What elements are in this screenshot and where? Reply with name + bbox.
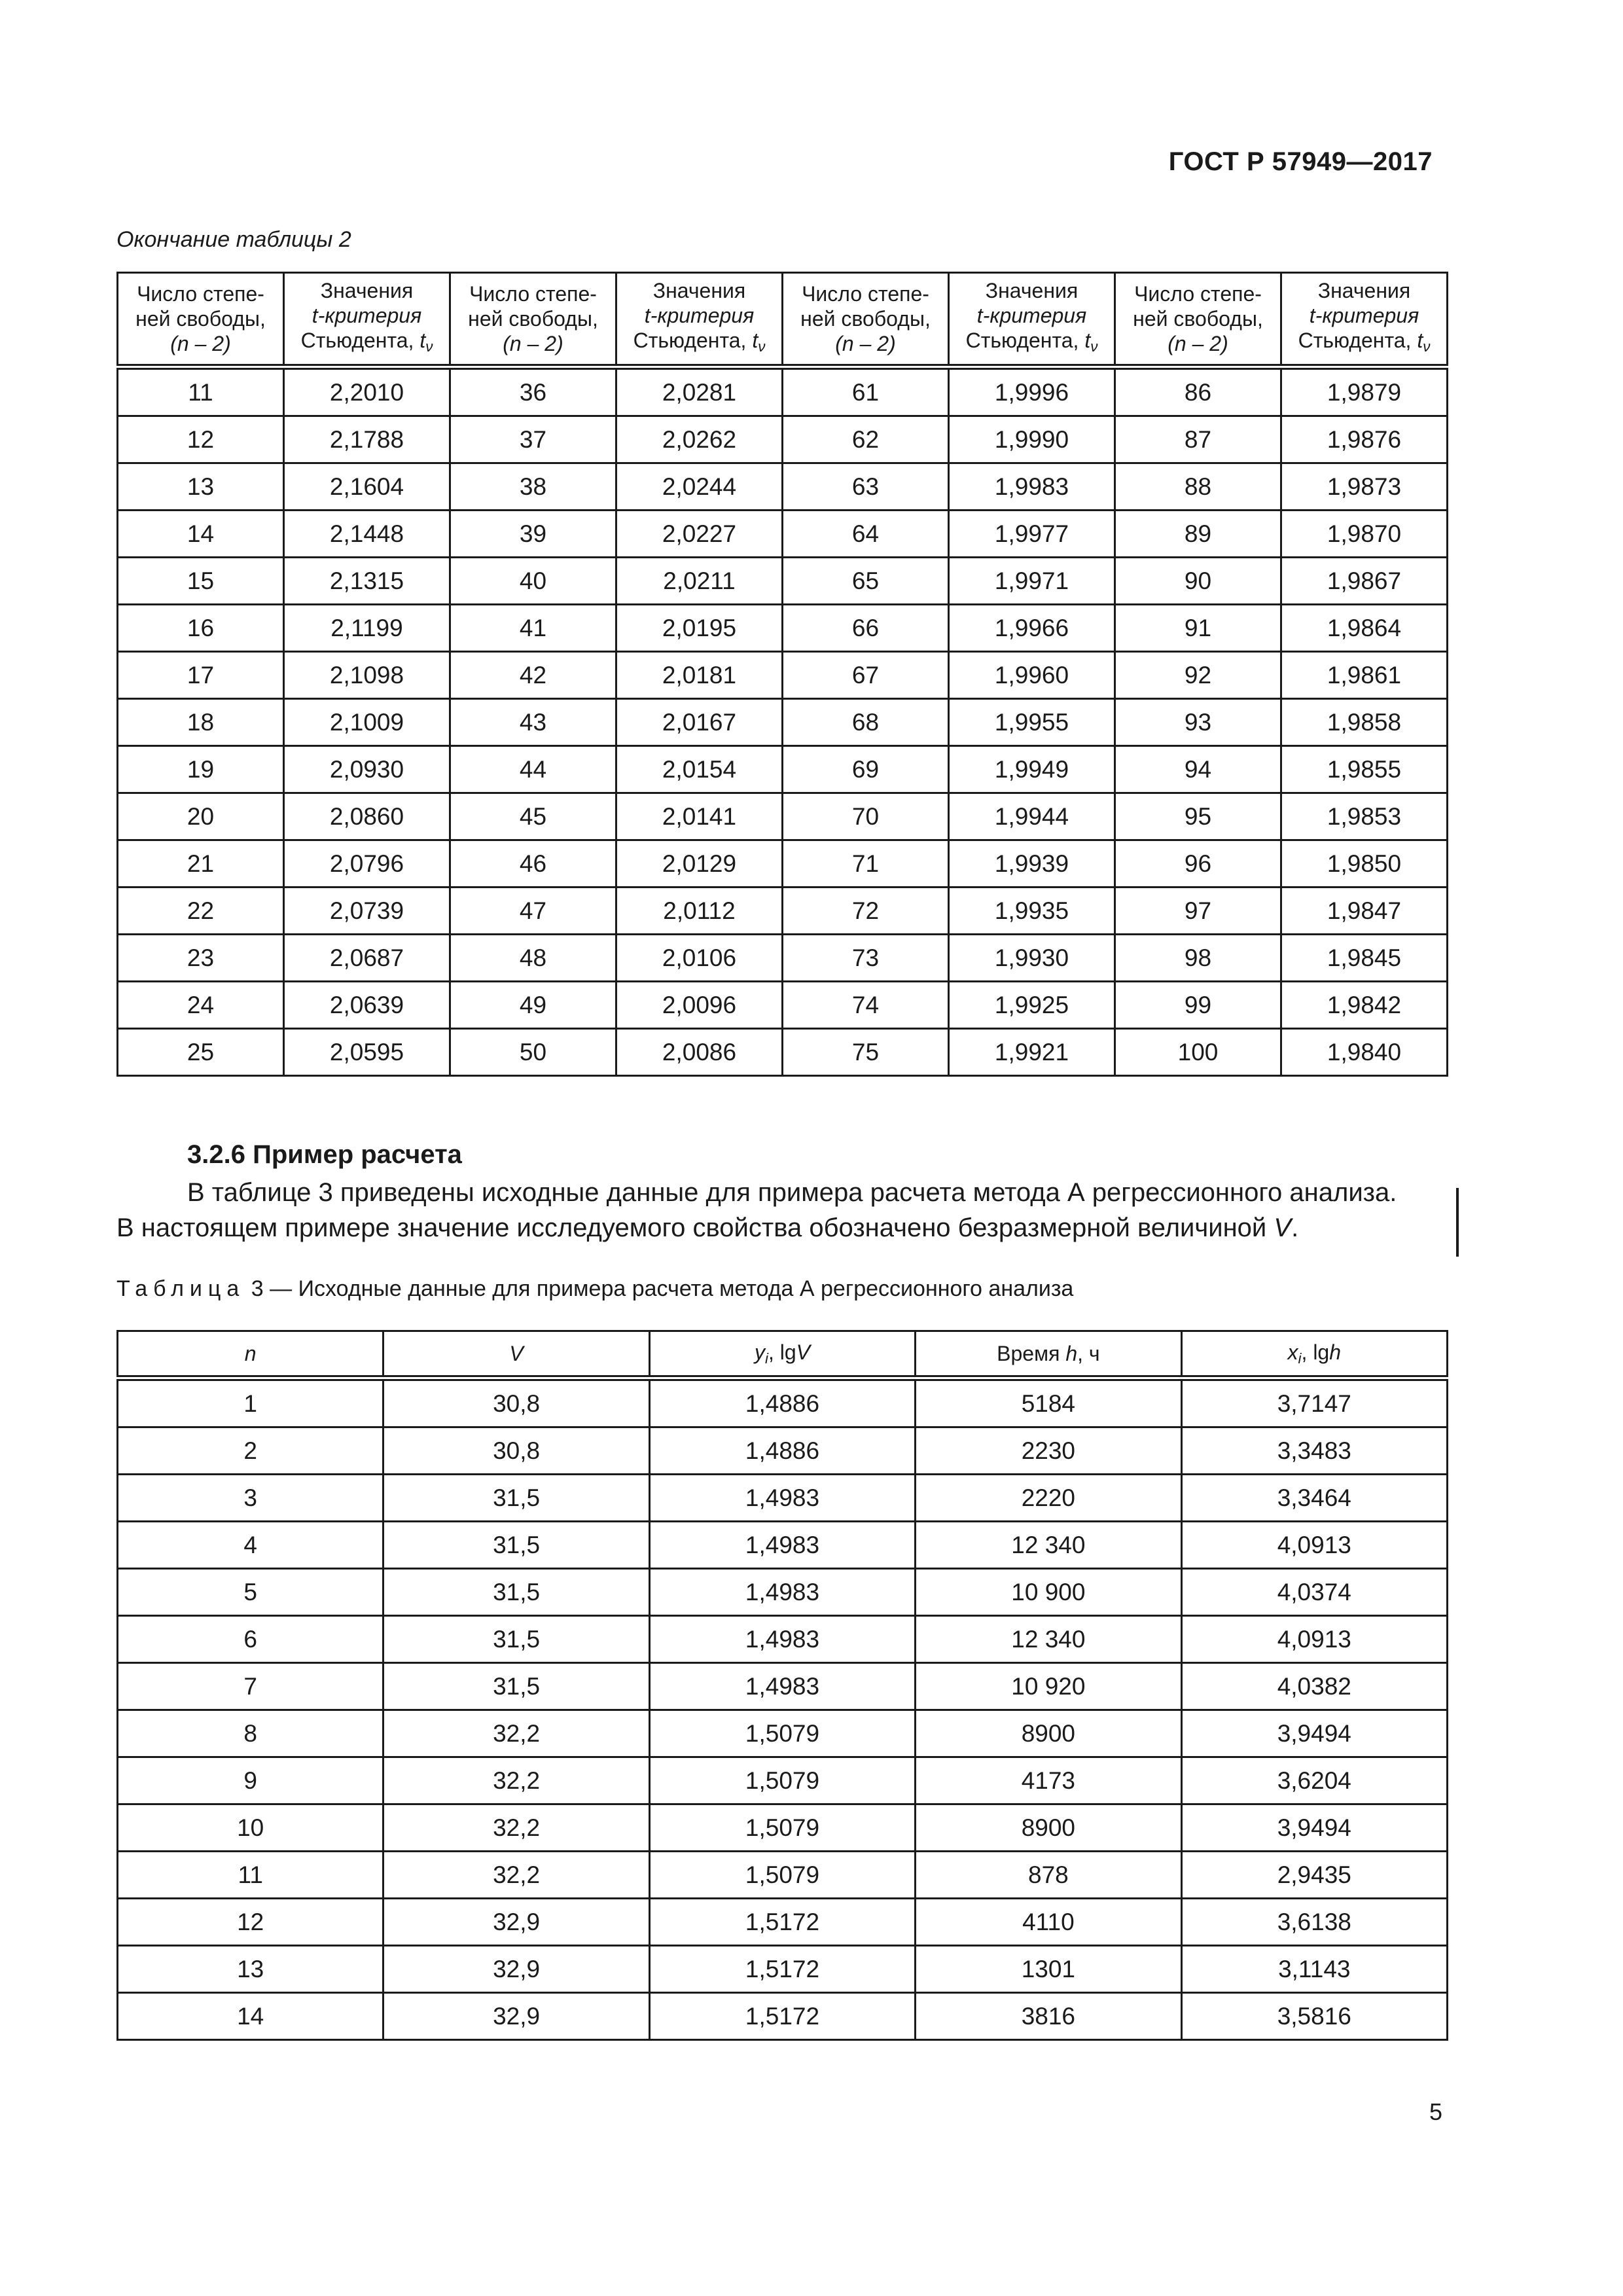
table-cell: 1,9879	[1281, 367, 1448, 416]
table-cell: 32,9	[383, 1993, 649, 2040]
table-cell: 11	[118, 367, 284, 416]
regression-data-table	[116, 1330, 1448, 2041]
table-cell: 2,0281	[616, 367, 783, 416]
table-cell: 99	[1115, 982, 1281, 1029]
table-cell: 2,1009	[284, 699, 450, 746]
table-row	[118, 1475, 1448, 1522]
table-cell: 1,9977	[949, 511, 1115, 558]
table-cell: 94	[1115, 746, 1281, 793]
table-cell: 31,5	[383, 1569, 649, 1616]
table-row	[118, 463, 1448, 511]
table-cell: 1,9996	[949, 367, 1115, 416]
t-value-header: Значения t-критерия Стьюдента, $t_\nu$	[284, 273, 450, 367]
table-cell: 19	[118, 746, 284, 793]
table-cell: 48	[450, 935, 616, 982]
table-cell: 63	[783, 463, 949, 511]
table-cell: 2,0639	[284, 982, 450, 1029]
table-cell: 46	[450, 840, 616, 888]
table-cell: 4,0913	[1181, 1522, 1447, 1569]
table-cell: 3,7147	[1181, 1378, 1447, 1427]
table-cell: 8	[118, 1710, 383, 1757]
table-cell: 13	[118, 1946, 383, 1993]
table-cell: 74	[783, 982, 949, 1029]
table-cell: 1,5079	[649, 1710, 915, 1757]
table3-body	[118, 1378, 1448, 2040]
table-cell: 2,0181	[616, 652, 783, 699]
table-cell: 32,9	[383, 1899, 649, 1946]
table-cell: 38	[450, 463, 616, 511]
table-row	[118, 652, 1448, 699]
table-row	[118, 793, 1448, 840]
table-row	[118, 1899, 1448, 1946]
table-cell: 10	[118, 1804, 383, 1852]
table-cell: 3	[118, 1475, 383, 1522]
table-cell: 1,4983	[649, 1475, 915, 1522]
table-row	[118, 1804, 1448, 1852]
table-cell: 43	[450, 699, 616, 746]
table-cell: 42	[450, 652, 616, 699]
table-cell: 32,2	[383, 1710, 649, 1757]
table-cell: 1,9925	[949, 982, 1115, 1029]
table-cell: 1,4983	[649, 1616, 915, 1663]
table-cell: 86	[1115, 367, 1281, 416]
table-cell: 12 340	[916, 1616, 1181, 1663]
table-cell: 3,9494	[1181, 1804, 1447, 1852]
table-cell: 1,5079	[649, 1852, 915, 1899]
table-row	[118, 935, 1448, 982]
t-value-header: Значения t-критерия Стьюдента, $t_\nu$	[1281, 273, 1448, 367]
table2-body	[118, 367, 1448, 1076]
table-cell: 2,1098	[284, 652, 450, 699]
table-cell: 1,9861	[1281, 652, 1448, 699]
table-cell: 4,0913	[1181, 1616, 1447, 1663]
table-cell: 2,0687	[284, 935, 450, 982]
table-cell: 50	[450, 1029, 616, 1076]
table-row	[118, 1757, 1448, 1804]
table-cell: 1,9847	[1281, 888, 1448, 935]
table-cell: 10 920	[916, 1663, 1181, 1710]
table-cell: 37	[450, 416, 616, 463]
table-row	[118, 416, 1448, 463]
table-cell: 1,4983	[649, 1569, 915, 1616]
table-cell: 2,1448	[284, 511, 450, 558]
table-cell: 7	[118, 1663, 383, 1710]
table-cell: 88	[1115, 463, 1281, 511]
table-cell: 1,9944	[949, 793, 1115, 840]
table-cell: 1,9855	[1281, 746, 1448, 793]
table-cell: 20	[118, 793, 284, 840]
paragraph-1: В таблице 3 приведены исходные данные для примера расчета метода А регрессионного анализа.	[187, 1178, 1397, 1207]
table-cell: 5184	[916, 1378, 1181, 1427]
table-cell: 31,5	[383, 1663, 649, 1710]
table3-header-row	[118, 1331, 1448, 1378]
table-cell: 1,9840	[1281, 1029, 1448, 1076]
table-cell: 2,0930	[284, 746, 450, 793]
table-cell: 32,2	[383, 1852, 649, 1899]
table-cell: 23	[118, 935, 284, 982]
table3-caption: Таблица 3 — Исходные данные для примера расчета метода А регрессионного анализа	[116, 1276, 1074, 1301]
table-cell: 1,4886	[649, 1427, 915, 1475]
table-cell: 2,0860	[284, 793, 450, 840]
table-cell: 2,0796	[284, 840, 450, 888]
table-cell: 1,4983	[649, 1663, 915, 1710]
t-value-header: Значения t-критерия Стьюдента, $t_\nu$	[949, 273, 1115, 367]
table-cell: 32,2	[383, 1757, 649, 1804]
table-cell: 61	[783, 367, 949, 416]
page-number: 5	[1429, 2098, 1442, 2125]
table2-caption: Окончание таблицы 2	[116, 227, 351, 252]
table-cell: 12 340	[916, 1522, 1181, 1569]
table-cell: 91	[1115, 605, 1281, 652]
table-cell: 14	[118, 1993, 383, 2040]
table-cell: 2,0211	[616, 558, 783, 605]
table-cell: 2220	[916, 1475, 1181, 1522]
table-cell: 3,6138	[1181, 1899, 1447, 1946]
table-cell: 1,9955	[949, 699, 1115, 746]
table-cell: 5	[118, 1569, 383, 1616]
df-header: Число степе- ней свободы, (n – 2)	[118, 273, 284, 367]
table-cell: 1,9935	[949, 888, 1115, 935]
table-cell: 3,3464	[1181, 1475, 1447, 1522]
student-t-table	[116, 272, 1448, 1077]
table-cell: 10 900	[916, 1569, 1181, 1616]
table-cell: 68	[783, 699, 949, 746]
table-row	[118, 1378, 1448, 1427]
table-cell: 75	[783, 1029, 949, 1076]
df-header: Число степе- ней свободы, (n – 2)	[783, 273, 949, 367]
time-header: Время h, ч	[916, 1331, 1181, 1378]
table-cell: 1,9876	[1281, 416, 1448, 463]
table-cell: 9	[118, 1757, 383, 1804]
table-cell: 14	[118, 511, 284, 558]
table-cell: 2,0227	[616, 511, 783, 558]
table-cell: 31,5	[383, 1616, 649, 1663]
table-cell: 1301	[916, 1946, 1181, 1993]
table-cell: 66	[783, 605, 949, 652]
table-cell: 22	[118, 888, 284, 935]
table-cell: 17	[118, 652, 284, 699]
table-cell: 25	[118, 1029, 284, 1076]
table-cell: 4	[118, 1522, 383, 1569]
table-cell: 1	[118, 1378, 383, 1427]
table-cell: 1,9921	[949, 1029, 1115, 1076]
table-cell: 98	[1115, 935, 1281, 982]
table-cell: 21	[118, 840, 284, 888]
table-cell: 1,9873	[1281, 463, 1448, 511]
table-row	[118, 1993, 1448, 2040]
table-cell: 18	[118, 699, 284, 746]
paragraph-2: В настоящем примере значение исследуемого свойства обозначено безразмерной величиной V.	[116, 1213, 1299, 1242]
table-row	[118, 1522, 1448, 1569]
table-cell: 2,0595	[284, 1029, 450, 1076]
table-row	[118, 605, 1448, 652]
table-cell: 878	[916, 1852, 1181, 1899]
revision-bar	[1456, 1188, 1459, 1257]
table-row	[118, 511, 1448, 558]
table-cell: 1,9966	[949, 605, 1115, 652]
table-cell: 3,1143	[1181, 1946, 1447, 1993]
table-cell: 1,9983	[949, 463, 1115, 511]
table-row	[118, 558, 1448, 605]
table-cell: 1,4886	[649, 1378, 915, 1427]
table-cell: 32,2	[383, 1804, 649, 1852]
section-heading: 3.2.6 Пример расчета	[187, 1140, 462, 1169]
table-cell: 1,9850	[1281, 840, 1448, 888]
table-cell: 96	[1115, 840, 1281, 888]
x-header: $x_i$, lgh	[1181, 1331, 1447, 1378]
table-cell: 89	[1115, 511, 1281, 558]
table-cell: 2,1199	[284, 605, 450, 652]
table-row	[118, 1029, 1448, 1076]
table-cell: 1,9939	[949, 840, 1115, 888]
table-cell: 2,0096	[616, 982, 783, 1029]
table-cell: 1,4983	[649, 1522, 915, 1569]
table-cell: 1,9845	[1281, 935, 1448, 982]
n-header: n	[118, 1331, 383, 1378]
table-row	[118, 1616, 1448, 1663]
table-cell: 100	[1115, 1029, 1281, 1076]
table-cell: 2,0106	[616, 935, 783, 982]
table-cell: 36	[450, 367, 616, 416]
table-cell: 1,5172	[649, 1946, 915, 1993]
table-cell: 2,9435	[1181, 1852, 1447, 1899]
table-cell: 4,0374	[1181, 1569, 1447, 1616]
table-cell: 1,9870	[1281, 511, 1448, 558]
table-cell: 30,8	[383, 1427, 649, 1475]
table-cell: 2,0112	[616, 888, 783, 935]
table-cell: 95	[1115, 793, 1281, 840]
table-cell: 1,9864	[1281, 605, 1448, 652]
document-code: ГОСТ Р 57949—2017	[1168, 147, 1433, 176]
table-cell: 87	[1115, 416, 1281, 463]
table-cell: 2,0262	[616, 416, 783, 463]
table-cell: 2,0129	[616, 840, 783, 888]
table-cell: 1,9971	[949, 558, 1115, 605]
table-cell: 2	[118, 1427, 383, 1475]
table-cell: 49	[450, 982, 616, 1029]
table-cell: 65	[783, 558, 949, 605]
df-header: Число степе- ней свободы, (n – 2)	[1115, 273, 1281, 367]
table-cell: 69	[783, 746, 949, 793]
table-cell: 12	[118, 416, 284, 463]
table-cell: 2,0195	[616, 605, 783, 652]
table-cell: 2,1315	[284, 558, 450, 605]
table-cell: 1,5172	[649, 1993, 915, 2040]
table-cell: 30,8	[383, 1378, 649, 1427]
table-cell: 3,3483	[1181, 1427, 1447, 1475]
table-row	[118, 1946, 1448, 1993]
table-cell: 3,9494	[1181, 1710, 1447, 1757]
table-cell: 67	[783, 652, 949, 699]
table-cell: 92	[1115, 652, 1281, 699]
table-row	[118, 1852, 1448, 1899]
table-cell: 1,9930	[949, 935, 1115, 982]
table-cell: 4110	[916, 1899, 1181, 1946]
table-cell: 2,0141	[616, 793, 783, 840]
table-row	[118, 1427, 1448, 1475]
table-cell: 1,9949	[949, 746, 1115, 793]
table-row	[118, 840, 1448, 888]
table2-header-row	[118, 273, 1448, 367]
table-row	[118, 888, 1448, 935]
table-row	[118, 1569, 1448, 1616]
table-cell: 41	[450, 605, 616, 652]
table-cell: 31,5	[383, 1475, 649, 1522]
table-cell: 1,9842	[1281, 982, 1448, 1029]
table-cell: 70	[783, 793, 949, 840]
df-header: Число степе- ней свободы, (n – 2)	[450, 273, 616, 367]
table-cell: 24	[118, 982, 284, 1029]
table-row	[118, 1710, 1448, 1757]
table-row	[118, 1663, 1448, 1710]
table-cell: 1,9960	[949, 652, 1115, 699]
table-cell: 1,5079	[649, 1757, 915, 1804]
table-cell: 93	[1115, 699, 1281, 746]
table-cell: 72	[783, 888, 949, 935]
table-cell: 11	[118, 1852, 383, 1899]
table-cell: 8900	[916, 1710, 1181, 1757]
table-cell: 71	[783, 840, 949, 888]
table-cell: 3,6204	[1181, 1757, 1447, 1804]
table-cell: 47	[450, 888, 616, 935]
table-cell: 4173	[916, 1757, 1181, 1804]
table-cell: 2,0739	[284, 888, 450, 935]
v-header: V	[383, 1331, 649, 1378]
table-cell: 1,9858	[1281, 699, 1448, 746]
table-cell: 97	[1115, 888, 1281, 935]
y-header: $y_i$, lgV	[649, 1331, 915, 1378]
table-cell: 31,5	[383, 1522, 649, 1569]
table-cell: 4,0382	[1181, 1663, 1447, 1710]
table-cell: 12	[118, 1899, 383, 1946]
table-cell: 44	[450, 746, 616, 793]
table-row	[118, 746, 1448, 793]
table-row	[118, 699, 1448, 746]
table-cell: 90	[1115, 558, 1281, 605]
table-cell: 6	[118, 1616, 383, 1663]
table-cell: 16	[118, 605, 284, 652]
table-cell: 39	[450, 511, 616, 558]
table-cell: 1,5172	[649, 1899, 915, 1946]
table-cell: 13	[118, 463, 284, 511]
table-cell: 2,1604	[284, 463, 450, 511]
table-cell: 2,0086	[616, 1029, 783, 1076]
table-cell: 32,9	[383, 1946, 649, 1993]
table-cell: 1,9867	[1281, 558, 1448, 605]
table-cell: 3816	[916, 1993, 1181, 2040]
table-cell: 62	[783, 416, 949, 463]
table-cell: 2,0167	[616, 699, 783, 746]
table-cell: 1,9853	[1281, 793, 1448, 840]
table-cell: 64	[783, 511, 949, 558]
table-row	[118, 982, 1448, 1029]
table-cell: 45	[450, 793, 616, 840]
t-value-header: Значения t-критерия Стьюдента, $t_\nu$	[616, 273, 783, 367]
table-cell: 73	[783, 935, 949, 982]
table-cell: 8900	[916, 1804, 1181, 1852]
table-row	[118, 367, 1448, 416]
table-cell: 2230	[916, 1427, 1181, 1475]
table-cell: 2,0154	[616, 746, 783, 793]
table-cell: 1,9990	[949, 416, 1115, 463]
table-cell: 2,1788	[284, 416, 450, 463]
table-cell: 2,0244	[616, 463, 783, 511]
table-cell: 1,5079	[649, 1804, 915, 1852]
table-cell: 2,2010	[284, 367, 450, 416]
table-cell: 3,5816	[1181, 1993, 1447, 2040]
table-cell: 15	[118, 558, 284, 605]
table-cell: 40	[450, 558, 616, 605]
